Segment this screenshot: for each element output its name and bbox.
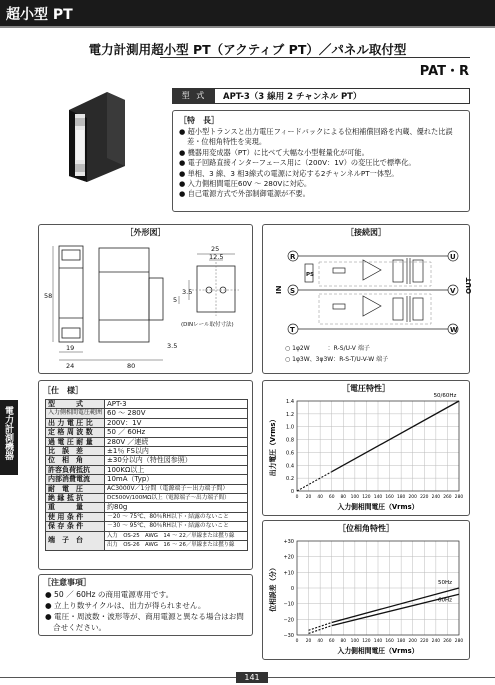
x-tick-label: 140 [373, 639, 383, 644]
features-list [179, 127, 463, 200]
wiring-heading: ［接続図］ [346, 228, 386, 237]
y-tick-label: −30 [283, 633, 294, 639]
wiring-legend-1: ○ 1φ2W ：R-S/U-V 端子 [285, 345, 370, 352]
series-label: 50Hz [437, 580, 453, 586]
feature-item: ● 入力側相間電圧60V ～ 280Vに対応。 [179, 179, 312, 189]
x-tick-label: 120 [362, 495, 371, 500]
terminal-v: V [450, 287, 456, 295]
page-title: 電力計測用超小型 PT（アクティブ PT）／パネル取付型 [88, 42, 407, 57]
header-bar [0, 0, 495, 26]
outline-box [38, 224, 253, 374]
x-tick-label: 40 [317, 495, 323, 500]
notes-list [45, 589, 250, 633]
terminal-r: R [290, 253, 296, 261]
table-row: 比 誤 差 ±1％ FS以内 [46, 447, 248, 456]
table-row: 出力 OS-26 AWG 16 ～ 26／単線または撚り線 [46, 541, 248, 550]
note-item: ● 立上り数サイクルは、出力が得られません。 [45, 601, 206, 610]
notes-box [38, 574, 253, 636]
ps-label: PS [306, 272, 314, 278]
phase-chart-box [262, 520, 470, 660]
wiring-legend-2: ○ 1φ3W、3φ3W：R-S-T/U-V-W 端子 [285, 356, 389, 363]
y-tick-label: 0.6 [286, 450, 294, 457]
chart-title: ［電圧特性］ [342, 384, 390, 393]
y-tick-label: 0 [290, 586, 294, 592]
terminal-u: U [450, 253, 456, 261]
x-tick-label: 120 [362, 639, 371, 644]
y-tick-label: +30 [283, 539, 294, 545]
dim-label: 58 [44, 292, 53, 300]
table-row: 許容負荷抵抗 100KΩ以上 [46, 465, 248, 474]
table-row: 型 式 APT-3 [46, 400, 248, 409]
header-title: 超小型 PT [6, 7, 73, 23]
dim-label: 3.5 [167, 342, 178, 350]
spec-heading: ［仕 様］ [43, 386, 83, 395]
outline-heading: ［外形図］ [125, 228, 166, 237]
x-tick-label: 140 [373, 495, 383, 500]
dim-label: 12.5 [209, 253, 224, 261]
x-tick-label: 0 [295, 639, 299, 644]
series-line [332, 588, 459, 622]
dim-label: 24 [66, 362, 75, 370]
x-tick-label: 260 [443, 639, 452, 644]
terminal-s: S [290, 287, 296, 295]
dim-label: 5 [173, 296, 178, 304]
x-tick-label: 80 [340, 495, 347, 500]
x-tick-label: 180 [396, 495, 406, 500]
spec-box [38, 380, 253, 570]
feature-item: ● 単相、3 線、3 相3線式の電源に対応する2チャンネルPT一体型。 [179, 168, 399, 178]
y-tick-label: +10 [283, 570, 294, 577]
y-tick-label: +20 [283, 554, 294, 561]
x-tick-label: 200 [408, 639, 417, 644]
type-bar [172, 88, 470, 104]
dim-label: 3.5 [182, 288, 193, 296]
x-tick-label: 60 [328, 639, 335, 644]
in-label: IN [275, 285, 283, 294]
table-row: 内部消費電流 10mA（Typ） [46, 475, 248, 484]
x-tick-label: 0 [295, 495, 299, 500]
table-row: 絶 縁 抵 抗 DC500V/100MΩ以上（電源端子～出力端子間） [46, 494, 248, 503]
features-heading: ［特 長］ [179, 116, 219, 125]
x-tick-label: 240 [431, 639, 441, 644]
wiring-box [262, 224, 473, 374]
feature-item: ● 機器用変成器（PT）に比べて大幅な小型軽量化が可能。 [179, 147, 369, 157]
spec-table [45, 399, 248, 551]
model-name: PAT・R [419, 64, 469, 79]
x-tick-label: 20 [305, 639, 312, 644]
terminal-t: T [290, 326, 295, 334]
x-tick-label: 40 [317, 639, 323, 644]
table-row: 位 相 角 ±30分以内（特性図参照） [46, 456, 248, 465]
dim-label: 25 [211, 245, 220, 253]
voltage-chart [263, 381, 469, 515]
x-tick-label: 60 [328, 495, 335, 500]
features-box [172, 110, 470, 212]
dim-label: 19 [66, 344, 75, 352]
x-tick-label: 280 [454, 495, 464, 500]
x-tick-label: 180 [396, 639, 406, 644]
x-axis-label: 入力側相間電圧（Vrms） [337, 503, 419, 511]
feature-item: ● 自己電源方式で外部制御電源が不要。 [179, 189, 310, 199]
feature-item: ● 電子回路直接インターフェース用に（200V：1V）の変圧比で標準化。 [179, 158, 416, 168]
phase-chart [263, 521, 469, 659]
series-label: 50/60Hz [433, 393, 457, 399]
y-tick-label: 0 [290, 489, 294, 495]
table-row: 出 力 電 圧 比 200V：1V [46, 418, 248, 427]
header-rule [0, 26, 495, 28]
table-row: 耐 電 圧 AC3000V／1分間（電源端子～出力端子間） [46, 484, 248, 493]
out-label: OUT [465, 277, 473, 294]
din-note: (DINレール取付寸法) [181, 322, 234, 328]
table-row: 過 電 圧 耐 量 280V ／連続 [46, 437, 248, 446]
x-tick-label: 80 [340, 639, 347, 644]
y-tick-label: 1.4 [286, 399, 294, 405]
note-item: ● 電圧・周波数・波形等が、商用電源と異なる場合はお問合せください。 [45, 612, 244, 632]
y-tick-label: 0.2 [286, 476, 294, 483]
notes-heading: ［注意事項］ [43, 578, 91, 587]
y-tick-label: 1.0 [286, 424, 294, 431]
x-tick-label: 220 [420, 639, 429, 644]
dim-label: 80 [127, 362, 136, 370]
series-label: 60Hz [437, 597, 453, 604]
x-tick-label: 260 [443, 495, 452, 500]
x-tick-label: 160 [385, 495, 394, 500]
table-row: 入力側相間電圧範囲 60 ～ 280V [46, 409, 248, 418]
note-item: ● 50 ／ 60Hz の商用電源専用です。 [45, 590, 174, 599]
table-row: 端 子 台 入力 OS-25 AWG 14 ～ 22／単線または撚り線 [46, 531, 248, 540]
table-row: 定 格 周 波 数 50 ／ 60Hz [46, 428, 248, 437]
y-tick-label: −20 [283, 617, 294, 624]
x-tick-label: 100 [350, 639, 360, 644]
side-tab-label: 電力計測機器 [3, 406, 13, 460]
feature-item: ● 超小型トランスと出力電圧フィードバックによる位相補償回路を内蔵、優れた比誤差・位相角特性を実現。 [179, 127, 453, 147]
y-axis-label: 出力電圧（Vrms） [269, 415, 277, 477]
type-label: 型 式 [173, 89, 215, 103]
x-tick-label: 200 [408, 495, 417, 500]
product-image [55, 88, 135, 183]
type-value: APT-3（3 線用 2 チャンネル PT） [223, 92, 362, 102]
x-tick-label: 240 [431, 495, 441, 500]
y-tick-label: −10 [283, 601, 294, 608]
table-row: 保 存 条 件 －30 ～ 95℃、80％RH以下・結露のないこと [46, 522, 248, 531]
x-tick-label: 280 [454, 639, 464, 644]
y-tick-label: 1.2 [286, 411, 294, 418]
y-tick-label: 0.4 [286, 463, 294, 470]
outline-drawing [39, 238, 252, 373]
x-tick-label: 20 [305, 495, 312, 500]
x-axis-label: 入力側相間電圧（Vrms） [337, 647, 419, 655]
x-tick-label: 160 [385, 639, 394, 644]
terminal-w: W [450, 326, 458, 334]
table-row: 使 用 条 件 －20 ～ 75℃、80％RH以下・結露のないこと [46, 512, 248, 521]
voltage-chart-box [262, 380, 470, 516]
wiring-diagram [263, 238, 473, 373]
x-tick-label: 100 [350, 495, 360, 500]
table-row: 重 量 約80g [46, 503, 248, 512]
y-tick-label: 0.8 [286, 437, 294, 444]
x-tick-label: 220 [420, 495, 429, 500]
y-axis-label: 位相誤差（分） [269, 564, 277, 612]
side-tab [0, 400, 18, 475]
chart-title: ［位相角特性］ [338, 524, 394, 533]
page-number: 141 [236, 672, 268, 683]
series-line-dashed [297, 472, 332, 491]
title-underline [160, 57, 470, 58]
series-line [332, 401, 459, 472]
